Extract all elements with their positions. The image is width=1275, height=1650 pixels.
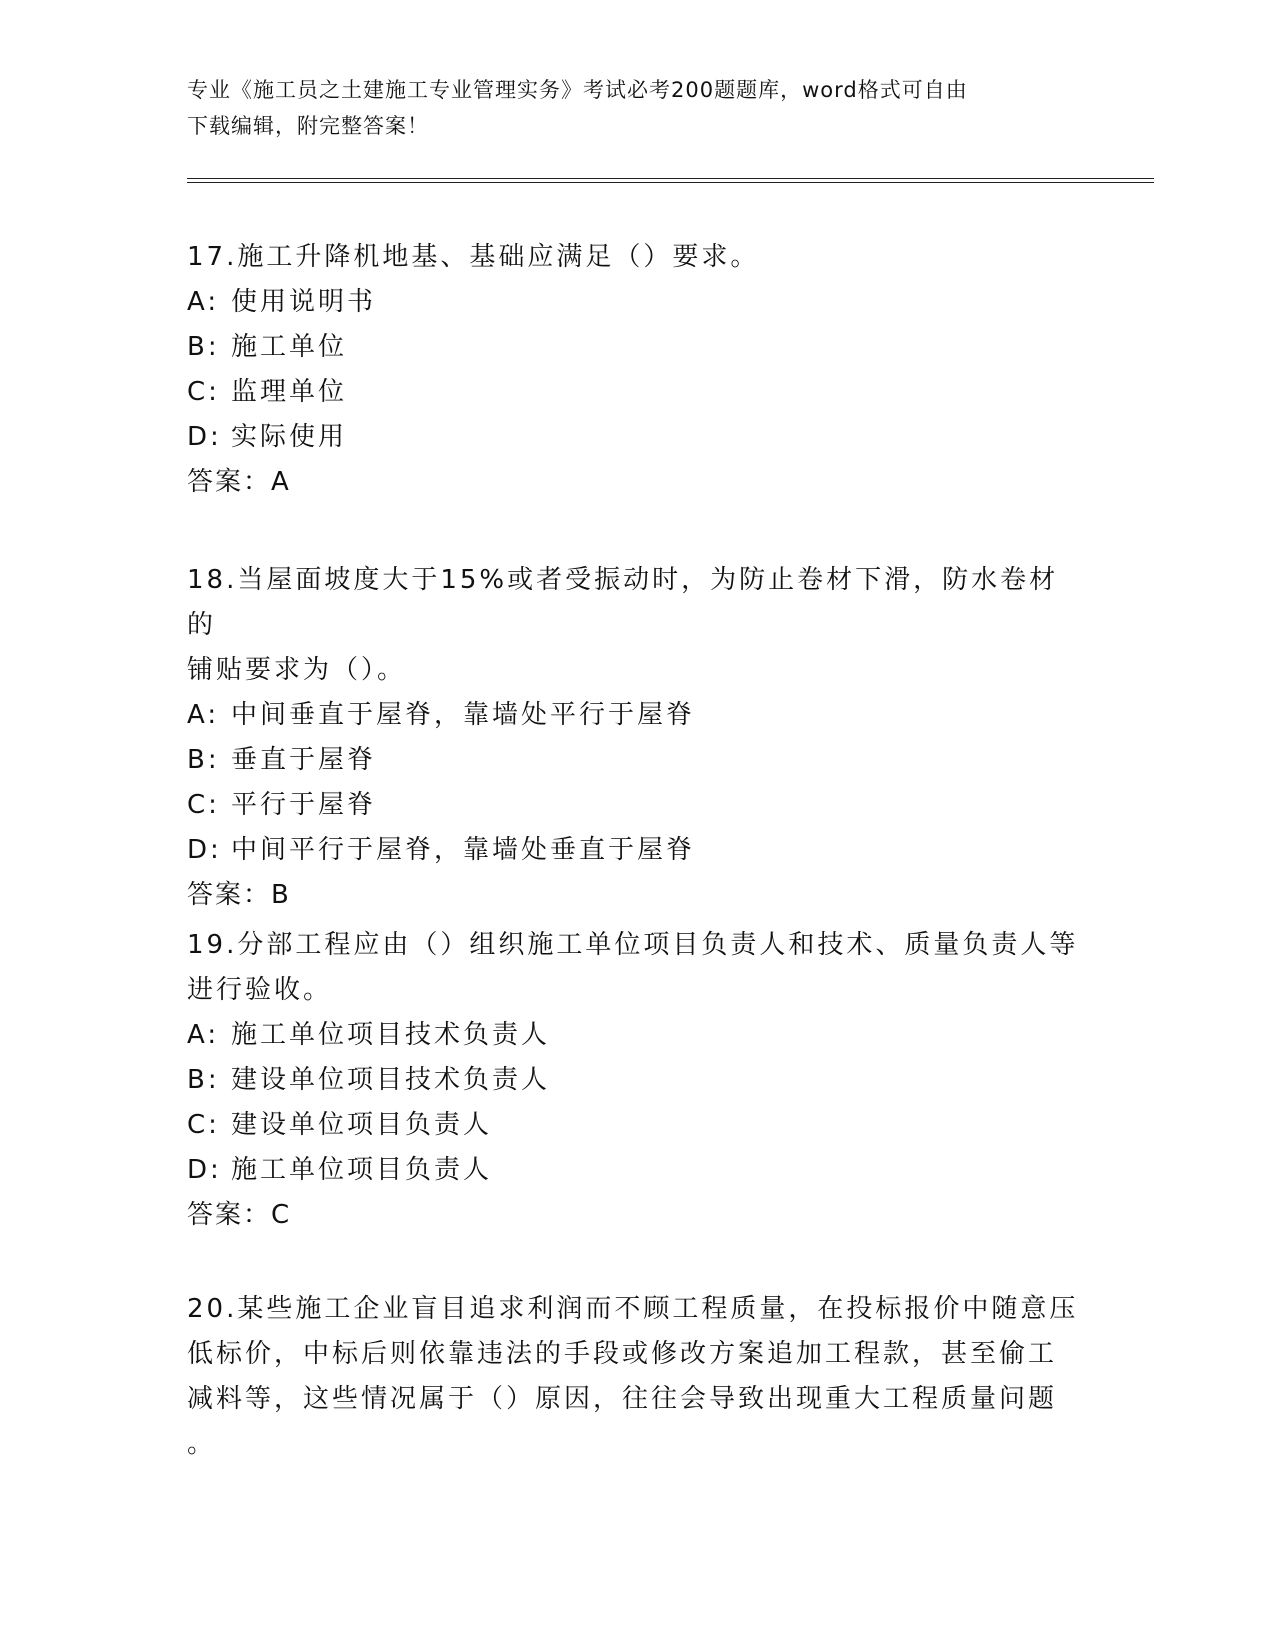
option-label: A: [187,700,220,730]
option-b [187,325,1087,370]
question-17 [187,235,1087,505]
question-text-line-3: 减料等，这些情况属于（）原因，往往会导致出现重大工程质量问题 [187,1384,1058,1414]
option-label: C: [187,1110,220,1140]
question-19 [187,923,1087,1238]
option-label: B: [187,332,220,362]
question-text-line-1: 19.分部工程应由（）组织施工单位项目负责人和技术、质量负责人等 [187,930,1079,960]
option-c [187,370,1087,415]
question-text-line-2: 进行验收。 [187,975,333,1005]
header-line-1: 专业《施工员之土建施工专业管理实务》考试必考200题题库，word格式可自由 [187,78,968,102]
option-text: 施工单位项目负责人 [231,1155,493,1185]
option-text: 中间垂直于屋脊，靠墙处平行于屋脊 [231,700,696,730]
header-rule-top [187,178,1154,179]
option-d [187,828,1087,873]
question-text-line-1: 18.当屋面坡度大于15%或者受振动时，为防止卷材下滑，防水卷材的 [187,565,1059,640]
option-c [187,1103,1087,1148]
option-a [187,1013,1087,1058]
document-header [187,72,1087,144]
option-label: D: [187,1155,222,1185]
option-d [187,415,1087,460]
header-line-2: 下载编辑，附完整答案！ [187,114,429,138]
header-rule-bottom [187,182,1154,183]
question-text-line-2: 铺贴要求为（）。 [187,655,407,685]
option-label: C: [187,790,220,820]
option-label: B: [187,745,220,775]
answer: 答案：A [187,467,291,497]
option-label: A: [187,287,220,317]
question-text-line-4: 。 [187,1429,217,1459]
option-b [187,1058,1087,1103]
answer: 答案：B [187,880,291,910]
option-label: B: [187,1065,220,1095]
option-a [187,693,1087,738]
option-a [187,280,1087,325]
question-text-line-1: 20.某些施工企业盲目追求利润而不顾工程质量，在投标报价中随意压 [187,1294,1079,1324]
answer: 答案：C [187,1200,292,1230]
question-text-line-2: 低标价，中标后则依靠违法的手段或修改方案追加工程款，甚至偷工 [187,1339,1058,1369]
option-c [187,783,1087,828]
option-text: 施工单位项目技术负责人 [231,1020,551,1050]
question-text: 17.施工升降机地基、基础应满足（）要求。 [187,242,760,272]
option-label: D: [187,835,222,865]
option-d [187,1148,1087,1193]
option-text: 建设单位项目技术负责人 [231,1065,551,1095]
option-text: 平行于屋脊 [231,790,377,820]
option-text: 实际使用 [231,422,348,452]
option-b [187,738,1087,783]
option-label: C: [187,377,220,407]
question-18 [187,558,1087,918]
option-label: A: [187,1020,220,1050]
option-text: 建设单位项目负责人 [231,1110,493,1140]
option-text: 垂直于屋脊 [231,745,377,775]
option-text: 施工单位 [231,332,348,362]
option-label: D: [187,422,222,452]
option-text: 使用说明书 [231,287,377,317]
option-text: 监理单位 [231,377,348,407]
question-20 [187,1287,1087,1467]
option-text: 中间平行于屋脊，靠墙处垂直于屋脊 [231,835,696,865]
